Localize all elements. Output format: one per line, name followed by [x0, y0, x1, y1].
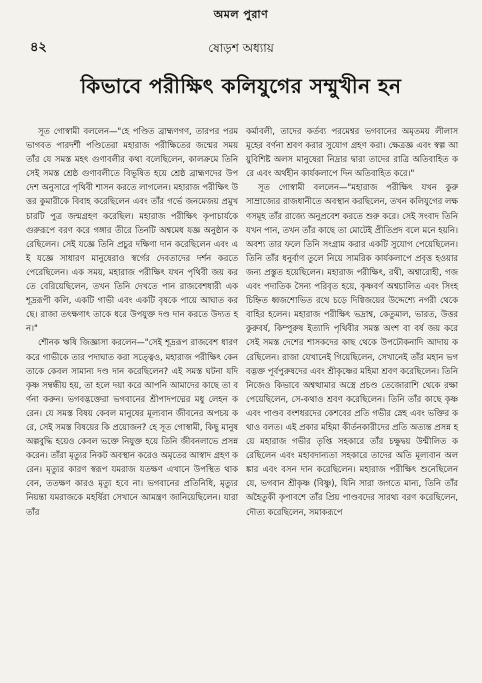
- paragraph: শৌনক ঋষি জিজ্ঞাসা করলেন—"সেই শূদ্ররূপ রাজবেশ ধারণ করে গাভীকে তার পদাঘাত করা সত্ত্বেও, মহারাজ পরীক্ষিৎ কেন তাকে কেবল সামান্য দণ্ড দান করেছিলেন? এই সমস্ত ঘটনা যদি কৃষ্ণ সম্বন্ধীয় হয়, তা হলে দয়া করে আপনি আমাদের কাছে তা বর্ণনা করুন। ভগবদ্ভক্তেরা ভগবানের শ্রীপাদপদ্মের মধু লেহন করেন। যে সমস্ত বিষয় কেবল মানুষের মূল্যবান জীবনের অপচয় করে, সেই সমস্ত বিষয়ের কি প্রয়োজন? হে সূত গোস্বামী, কিছু মানুষ অল্পবুদ্ধি হয়েও কেবল ভক্তে নিযুক্ত হয়ে তিনি জীবনলাভে প্রসন্ন করেন। তাঁরা মৃত্যুর নিকট অবস্থান করেও অমৃতের আস্বাদ গ্রহণ করেন। মৃত্যুর কারণ স্বরূপ যমরাজ যতক্ষণ এখানে উপস্থিত থাকবেন, ততক্ষণ কারও মৃত্যু হবে না। ভগবানের প্রতিনিধি, মৃত্যুর নিয়ন্তা যমরাজকে মহর্ষিরা সেখানে আমন্ত্রণ জানিয়েছিলেন। যারা তাঁর: [26, 337, 238, 517]
- left-text-column: [26, 124, 238, 519]
- paragraph: সূত গোস্বামী বললেন—"মহারাজ পরীক্ষিৎ যখন কুরু সাম্রাজ্যের রাজধানীতে অবস্থান করছিলেন, তখন কলিযুগের লক্ষণসমূহ তাঁর রাজ্যে অনুপ্রবেশ করতে শুরু করে। সেই সংবাদ তিনি যখন পান, তখন তাঁর কাছে তা মোটেই প্রীতিপ্রদ বলে মনে হয়নি। অবশ্য তার ফলে তিনি সংগ্রাম করার একটি সুযোগ পেয়েছিলেন। তিনি তাঁর ধনুর্বাণ তুলে নিয়ে সামরিক কার্যকলাপে প্রবৃত্ত হওয়ার জন্য প্রস্তুত হয়েছিলেন। মহারাজ পরীক্ষিৎ, রথী, অশ্বারোহী, গজ এবং পদাতিক সৈন্য পরিবৃত হয়ে, কৃষ্ণবর্ণ অশ্বচালিত এবং সিংহচিহ্নিত ধ্বজশোভিত রথে চড়ে দিগ্বিজয়ের উদ্দেশ্যে নগরী থেকে বাহির হলেন। মহারাজ পরীক্ষিৎ ভদ্রাশ্ব, কেতুমাল, ভারত, উত্তর কুরুবর্ষ, কিম্পুরুষ ইত্যাদি পৃথিবীর সমস্ত অংশ বা বর্ষ জয় করে সেই সমস্ত দেশের শাসকদের কাছ থেকে উপঢৌকনাদি আদায় করেছিলেন। রাজা যেখানেই গিয়েছিলেন, সেখানেই তাঁর মহান ভগবদ্ভক্ত পূর্বপুরুষদের এবং শ্রীকৃষ্ণের মহিমা শ্রবণ করেছিলেন। তিনি নিজেও কিভাবে অশ্বত্থামার অস্ত্রে প্রচণ্ড তেজোরাশি থেকে রক্ষা পেয়েছিলেন, সে-কথাও শ্রবণ করেছিলেন। তিনি তাঁর কাছে কৃষ্ণ এবং পাণ্ডব বংশধরদের কেশবের প্রতি গভীর স্নেহ এবং ভক্তির কথাও বলত। এই প্রকার মহিমা কীর্তনকারীদের প্রতি অত্যন্ত প্রসন্ন হয়ে মহারাজ গভীর তৃপ্তি সহকারে তাঁর চক্ষুদ্বয় উন্মীলিত করেছিলেন এবং মহাবদান্যতা সহকারে তাদের অতি মূল্যবান অলঙ্কার এবং বসন দান করেছিলেন। মহারাজ পরীক্ষিৎ শুনেছিলেন যে, ভগবান শ্রীকৃষ্ণ (বিষ্ণু), যিনি সারা জগতে মান্য, তিনি তাঁর অহৈতুকী কৃপাবশে তাঁর প্রিয় পাণ্ডবদের সারথ্য বরণ করেছিলেন, দৌত্য করেছিলেন, সমাকরূপে: [246, 182, 458, 517]
- chapter-title: কিভাবে পরীক্ষিৎ কলিযুগের সম্মুখীন হন: [80, 74, 402, 98]
- paragraph: সূত গোস্বামী বললেন—"হে পণ্ডিত ব্রাহ্মণগণ, তারপর পরম ভাগবত পারদর্শী পণ্ডিতেরা মহারাজ পরীক্ষিতের জন্মের সময় তাঁর যে সমস্ত মহৎ গুণাবলীর কথা বলেছিলেন, কালক্রমে তিনি সেই সমস্ত শ্রেষ্ঠ গুণাবলীতে বিভূষিত হয়ে শ্রেষ্ঠ ব্রাহ্মণদের উপদেশ অনুসারে পৃথিবী শাসন করতে লাগলেন। মহারাজ পরীক্ষিৎ উত্তর কুমারীকে বিবাহ করেছিলেন এবং তাঁর গর্ভে জনমেজয় প্রমুখ চারটি পুত্র জন্মগ্রহণ করেছিল। মহারাজ পরীক্ষিৎ কৃপাচার্যকে গুরুরূপে বরণ করে গঙ্গার তীরে তিনটি অশ্বমেধ যজ্ঞ অনুষ্ঠান করেছিলেন। সেই যজ্ঞে তিনি প্রচুর দক্ষিণা দান করেছিলেন এবং এই যজ্ঞে সাধারণ মানুষেরাও স্বর্গের দেবতাদের দর্শন করতে পেরেছিলেন। এক সময়, মহারাজ পরীক্ষিৎ যখন পৃথিবী জয় করতে বেরিয়েছিলেন, তখন তিনি দেখতে পান রাজবেশধারী এক শূদ্ররূপী কলি, একটি গাভী এবং একটি বৃষকে পায়ে আঘাত করছে। রাজা তৎক্ষণাৎ তাকে ধরে উপযুক্ত দণ্ড দান করতে উদ্যত হন।": [26, 126, 238, 334]
- chapter-label: ষোড়শ অধ্যায়: [208, 41, 274, 55]
- right-text-column: [246, 124, 458, 519]
- running-title: অমল পুরাণ: [213, 8, 269, 21]
- page-number: ৪২: [30, 40, 47, 55]
- paragraph: কর্মাবলী, তাদের কর্তব্য পরমেশ্বর ভগবানের অমৃতময় লীলাসমূহের বর্ণনা শ্রবণ করার সুযোগ গ্রহণ করা। ক্ষেত্রজ্ঞ এবং স্বল্প আয়ুবিশিষ্ট অলস মানুষেরা নিদ্রার দ্বারা তাদের রাত্রি অতিবাহিত করে এবং অর্থহীন কার্যকলাপে দিন অতিবাহিত করে।": [246, 126, 458, 179]
